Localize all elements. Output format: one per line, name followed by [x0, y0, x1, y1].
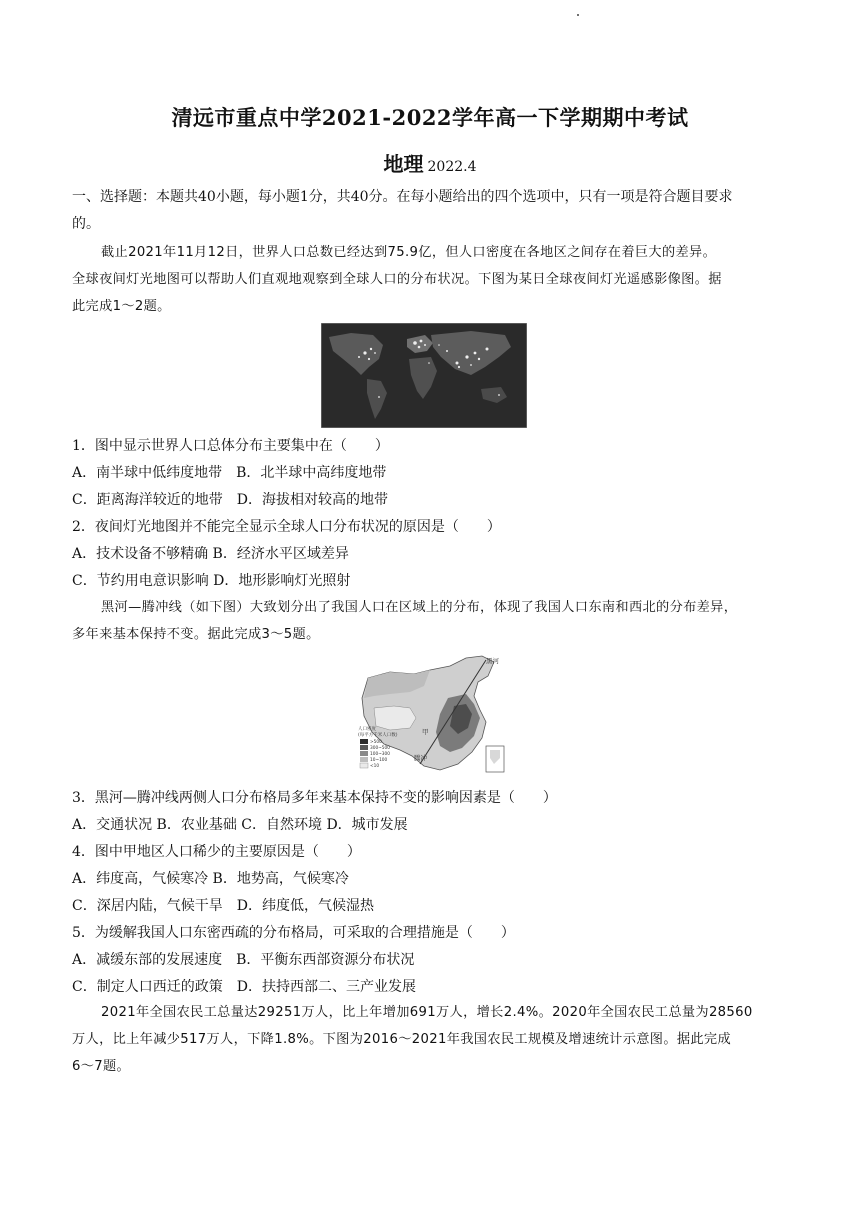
- map-label-jia: 甲: [422, 728, 429, 736]
- legend-title-1: 人口密度: [358, 727, 376, 732]
- q5-option-d: D．扶持西部二、三产业发展: [236, 979, 416, 995]
- passage3-line3: 6～7题。: [72, 1059, 131, 1074]
- q5-option-b: B．平衡东西部资源分布状况: [236, 952, 415, 968]
- q5-options-ab: [72, 952, 414, 968]
- passage2-line1: 黑河—腾冲线（如下图）大致划分出了我国人口在区域上的分布，体现了我国人口东南和西北的分布差异，: [101, 600, 738, 615]
- legend-entry: 300~500: [370, 746, 391, 751]
- legend-entry: 10~100: [370, 758, 388, 763]
- q3-stem: 3．黑河—腾冲线两侧人口分布格局多年来基本保持不变的影响因素是（ ）: [72, 790, 557, 806]
- q2-options-ab: A．技术设备不够精确 B．经济水平区域差异: [72, 546, 349, 562]
- passage1-line1: 截止2021年11月12日，世界人口总数已经达到75.9亿，但人口密度在各地区之间存在着巨大的差异。: [101, 245, 717, 260]
- q1-option-a: A．南半球中低纬度地带: [72, 465, 223, 481]
- q4-options-ab: A．纬度高，气候寒冷 B．地势高，气候寒冷: [72, 871, 349, 887]
- q5-option-c: C．制定人口西迁的政策: [72, 979, 223, 995]
- legend-title-2: (每平方千米人口数): [358, 733, 398, 738]
- china-population-map: [354, 652, 508, 778]
- subject-name: 地理: [383, 152, 424, 176]
- q1-option-d: D．海拔相对较高的地带: [236, 492, 388, 508]
- map-label-tengchong: 腾冲: [414, 754, 427, 762]
- map-label-heihe: 黑河: [486, 657, 499, 665]
- q4-option-c: C．深居内陆，气候干旱: [72, 898, 223, 914]
- exam-title: 清远市重点中学2021-2022学年高一下学期期中考试: [171, 105, 689, 130]
- night-lights-map: [321, 323, 527, 428]
- legend-entry: <10: [370, 764, 380, 769]
- legend-entry: >500: [370, 740, 382, 745]
- passage3-line2: 万人，比上年减少517万人，下降1.8%。下图为2016～2021年我国农民工规模及增速统计示意图。据此完成: [72, 1032, 732, 1047]
- passage3-line1: 2021年全国农民工总量达29251万人，比上年增加691万人，增长2.4%。2020年全国农民工总量为28560: [101, 1005, 753, 1020]
- passage1-line3: 此完成1～2题。: [72, 299, 171, 314]
- q5-options-cd: [72, 979, 416, 995]
- section-instructions-line2: 的。: [72, 216, 100, 232]
- passage2-line2: 多年来基本保持不变。据此完成3～5题。: [72, 627, 320, 642]
- q3-options: A．交通状况 B．农业基础 C．自然环境 D．城市发展: [72, 817, 408, 833]
- passage1-line2: 全球夜间灯光地图可以帮助人们直观地观察到全球人口的分布状况。下图为某日全球夜间灯光遥感影像图。据: [72, 272, 722, 287]
- q4-option-d: D．纬度低，气候湿热: [236, 898, 374, 914]
- subject-heading: [0, 148, 860, 177]
- q1-option-c: C．距离海洋较近的地带: [72, 492, 223, 508]
- q1-stem: 1．图中显示世界人口总体分布主要集中在（ ）: [72, 438, 389, 454]
- q5-stem: 5．为缓解我国人口东密西疏的分布格局，可采取的合理措施是（ ）: [72, 925, 515, 941]
- legend-entry: 100~300: [370, 752, 391, 757]
- q2-options-cd: C．节约用电意识影响 D．地形影响灯光照射: [72, 573, 351, 589]
- q5-option-a: A．减缓东部的发展速度: [72, 952, 223, 968]
- q4-options-cd: [72, 898, 374, 914]
- q1-options-ab: [72, 465, 386, 481]
- q1-options-cd: [72, 492, 388, 508]
- exam-date: 2022.4: [427, 159, 477, 175]
- q2-stem: 2．夜间灯光地图并不能完全显示全球人口分布状况的原因是（ ）: [72, 519, 501, 535]
- page-mark-dot: [577, 14, 579, 16]
- q4-stem: 4．图中甲地区人口稀少的主要原因是（ ）: [72, 844, 361, 860]
- section-instructions-line1: 一、选择题：本题共40小题，每小题1分，共40分。在每小题给出的四个选项中，只有一项是符合题目要求: [72, 189, 733, 205]
- q1-option-b: B．北半球中高纬度地带: [236, 465, 387, 481]
